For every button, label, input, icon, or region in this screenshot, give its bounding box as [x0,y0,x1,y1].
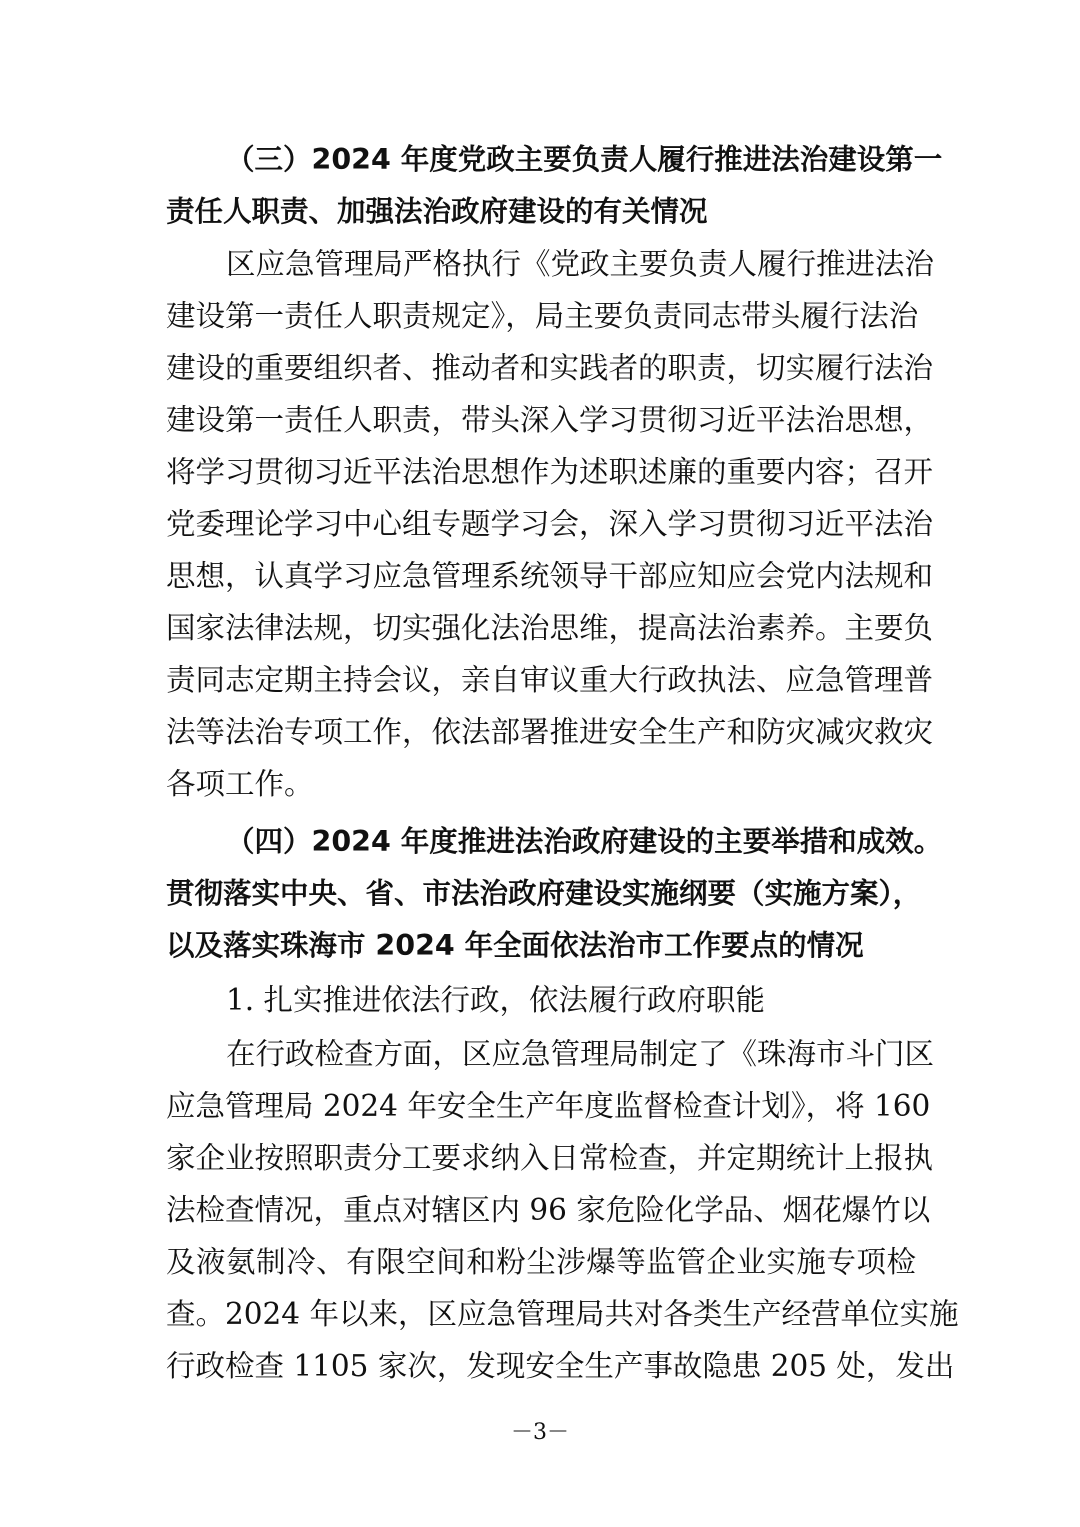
body-text-line: 应急管理局 2024 年安全生产年度监督检查计划》，将 160 [166,1089,931,1123]
section-heading-line: 责任人职责、加强法治政府建设的有关情况 [166,195,708,228]
section-heading-line: 贯彻落实中央、省、市法治政府建设实施纲要（实施方案）， [166,877,922,910]
body-text-line: 家企业按照职责分工要求纳入日常检查，并定期统计上报执 [166,1141,934,1175]
subsection-heading: 1. 扎实推进依法行政，依法履行政府职能 [226,983,766,1017]
body-text-line: 建设第一责任人职责，带头深入学习贯彻习近平法治思想， [166,403,934,437]
section-heading-line: （三）2024 年度党政主要负责人履行推进法治建设第一 [226,143,943,176]
body-text-line: 建设第一责任人职责规定》，局主要负责同志带头履行法治 [166,299,919,333]
section-heading-line: （四）2024 年度推进法治政府建设的主要举措和成效。 [226,825,943,858]
body-text-line: 在行政检查方面，区应急管理局制定了《珠海市斗门区 [226,1037,935,1071]
body-text-line: 责同志定期主持会议，亲自审议重大行政执法、应急管理普 [166,663,934,697]
body-text-line: 法检查情况，重点对辖区内 96 家危险化学品、烟花爆竹以 [166,1193,931,1227]
body-text-line: 法等法治专项工作，依法部署推进安全生产和防灾减灾救灾 [166,715,934,749]
body-text-line: 党委理论学习中心组专题学习会，深入学习贯彻习近平法治 [166,507,934,541]
body-text-line: 查。2024 年以来，区应急管理局共对各类生产经营单位实施 [166,1297,959,1331]
section-heading-line: 以及落实珠海市 2024 年全面依法治市工作要点的情况 [166,929,864,962]
body-text-line: 国家法律法规，切实强化法治思维，提高法治素养。主要负 [166,611,934,645]
body-text-line: 区应急管理局严格执行《党政主要负责人履行推进法治 [226,247,935,281]
body-text-line: 行政检查 1105 家次，发现安全生产事故隐患 205 处，发出 [166,1349,955,1383]
body-text-line: 及液氨制冷、有限空间和粉尘涉爆等监管企业实施专项检 [166,1245,916,1279]
body-text-line: 思想，认真学习应急管理系统领导干部应知应会党内法规和 [166,559,934,593]
body-text-line: 各项工作。 [166,767,314,801]
page-number: －3－ [511,1420,569,1445]
body-text-line: 将学习贯彻习近平法治思想作为述职述廉的重要内容；召开 [166,455,934,489]
body-text-line: 建设的重要组织者、推动者和实践者的职责，切实履行法治 [166,351,934,385]
